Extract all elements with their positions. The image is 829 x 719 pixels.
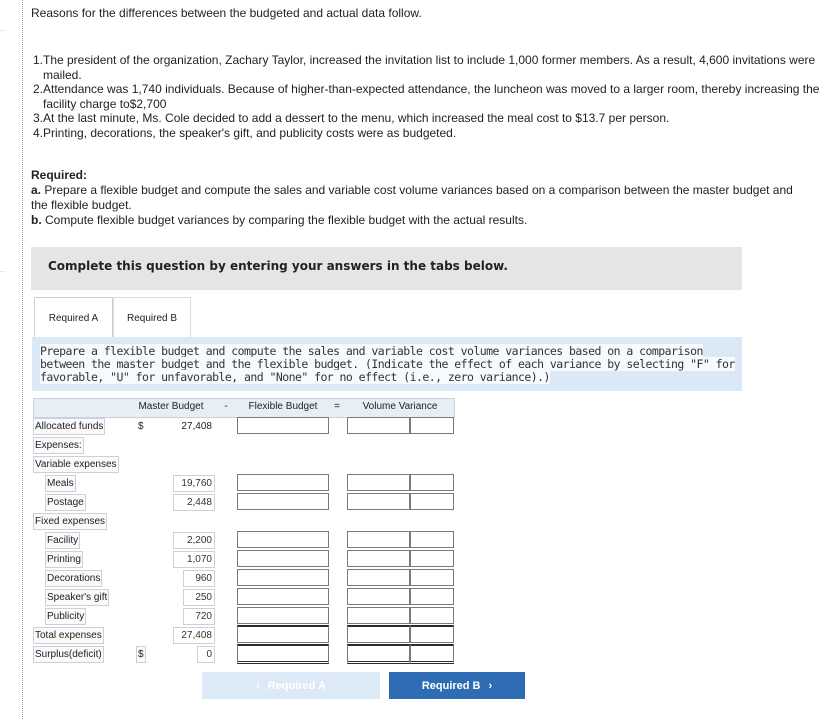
currency-symbol: $ xyxy=(136,646,146,663)
currency-symbol: $ xyxy=(138,421,144,432)
chevron-left-icon: ‹ xyxy=(256,679,260,692)
volume-postage-effect-select[interactable] xyxy=(410,493,454,510)
master-publicity: 720 xyxy=(183,608,215,625)
volume-surplus-deficit-effect-select[interactable] xyxy=(410,644,454,664)
master-facility: 2,200 xyxy=(173,532,215,549)
list-item: 2. Attendance was 1,740 individuals. Because of higher-than-expected attendance, the luncheon was moved to a larger room, thereby increasing the facility charge to$2,700 xyxy=(32,82,820,111)
volume-postage-input[interactable] xyxy=(347,493,410,510)
master-decorations: 960 xyxy=(183,570,215,587)
row-label-variable-expenses: Variable expenses xyxy=(33,456,119,473)
volume-total-expenses-input[interactable] xyxy=(347,625,410,643)
required-a: a. Prepare a flexible budget and compute the sales and variable cost volume variances based on a comparison between the master budget and the flexible budget. xyxy=(31,183,793,212)
header-flexible-budget: Flexible Budget xyxy=(248,401,318,412)
flexible-meals-input[interactable] xyxy=(237,474,329,491)
volume-printing-input[interactable] xyxy=(347,550,410,567)
master-surplus-deficit: 0 xyxy=(197,646,215,663)
master-allocated-funds: 27,408 xyxy=(181,421,212,432)
instructions-text: Prepare a flexible budget and compute the sales and variable cost volume variances based on a comparison between the master budget and the flexible budget. (Indicate the effect of each variance by selecting "F" for favorable, "U" for unfavorable, and "None" for no effect (i.e., zero variance).) xyxy=(40,344,735,384)
volume-facility-effect-select[interactable] xyxy=(410,531,454,548)
volume-allocated-funds-input[interactable] xyxy=(347,417,410,434)
row-label-allocated-funds: Allocated funds xyxy=(33,418,105,435)
master-total-expenses: 27,408 xyxy=(173,627,215,644)
required-heading: Required: xyxy=(31,168,88,182)
header-equals: = xyxy=(334,401,340,412)
row-label-surplus-deficit: Surplus(deficit) xyxy=(33,646,104,663)
row-label-expenses: Expenses: xyxy=(33,437,84,454)
row-label-meals: Meals xyxy=(45,475,76,492)
row-label-decorations: Decorations xyxy=(45,570,102,587)
row-label-speakers-gift: Speaker's gift xyxy=(45,589,109,606)
volume-facility-input[interactable] xyxy=(347,531,410,548)
header-minus: - xyxy=(224,401,228,412)
header-volume-variance: Volume Variance xyxy=(362,401,438,412)
volume-meals-effect-select[interactable] xyxy=(410,474,454,491)
master-meals: 19,760 xyxy=(173,475,215,492)
required-section xyxy=(31,168,801,228)
volume-publicity-effect-select[interactable] xyxy=(410,607,454,624)
flexible-publicity-input[interactable] xyxy=(237,607,329,624)
master-speakers-gift: 250 xyxy=(183,589,215,606)
header-master-budget: Master Budget xyxy=(138,401,204,412)
flexible-surplus-deficit-input[interactable] xyxy=(237,644,329,664)
volume-meals-input[interactable] xyxy=(347,474,410,491)
list-item: 1. The president of the organization, Zachary Taylor, increased the invitation list to include 1,000 former members. As a result, 4,600 invitations were mailed. xyxy=(32,53,816,82)
row-label-printing: Printing xyxy=(45,551,83,568)
next-required-b-button[interactable] xyxy=(389,672,525,699)
instruction-banner: Complete this question by entering your answers in the tabs below. xyxy=(31,247,742,290)
page-left-border xyxy=(22,0,23,719)
intro-text: Reasons for the differences between the budgeted and actual data follow. xyxy=(31,6,422,20)
prev-button-label: Required A xyxy=(267,679,326,692)
volume-allocated-funds-effect-select[interactable] xyxy=(410,417,454,434)
required-b: b. Compute flexible budget variances by comparing the flexible budget with the actual results. xyxy=(31,213,528,227)
master-printing: 1,070 xyxy=(173,551,215,568)
row-label-postage: Postage xyxy=(45,494,86,511)
volume-total-expenses-effect-select[interactable] xyxy=(410,625,454,643)
volume-decorations-effect-select[interactable] xyxy=(410,569,454,586)
row-label-fixed-expenses: Fixed expenses xyxy=(33,513,107,530)
side-marker xyxy=(0,30,5,272)
volume-decorations-input[interactable] xyxy=(347,569,410,586)
volume-publicity-input[interactable] xyxy=(347,607,410,624)
flexible-speakers-gift-input[interactable] xyxy=(237,588,329,605)
volume-speakers-gift-effect-select[interactable] xyxy=(410,588,454,605)
tab-required-a[interactable]: Required A xyxy=(34,297,113,338)
flexible-postage-input[interactable] xyxy=(237,493,329,510)
row-label-total-expenses: Total expenses xyxy=(33,627,104,644)
volume-surplus-deficit-input[interactable] xyxy=(347,644,410,664)
flexible-total-expenses-input[interactable] xyxy=(237,625,329,643)
master-postage: 2,448 xyxy=(173,494,215,511)
row-label-publicity: Publicity xyxy=(45,608,86,625)
flexible-facility-input[interactable] xyxy=(237,531,329,548)
list-item: 4. Printing, decorations, the speaker's gift, and publicity costs were as budgeted. xyxy=(32,125,457,140)
row-label-facility: Facility xyxy=(45,532,80,549)
chevron-right-icon: › xyxy=(488,679,493,692)
reasons-list xyxy=(31,53,821,140)
list-item: 3. At the last minute, Ms. Cole decided to add a dessert to the menu, which increased the meal cost to $13.7 per person. xyxy=(32,111,670,125)
volume-speakers-gift-input[interactable] xyxy=(347,588,410,605)
flexible-decorations-input[interactable] xyxy=(237,569,329,586)
flexible-allocated-funds-input[interactable] xyxy=(237,417,329,434)
next-button-label: Required B xyxy=(421,679,481,692)
volume-printing-effect-select[interactable] xyxy=(410,550,454,567)
tab-required-b[interactable]: Required B xyxy=(113,297,191,338)
flexible-printing-input[interactable] xyxy=(237,550,329,567)
prev-required-a-button[interactable] xyxy=(202,672,380,699)
